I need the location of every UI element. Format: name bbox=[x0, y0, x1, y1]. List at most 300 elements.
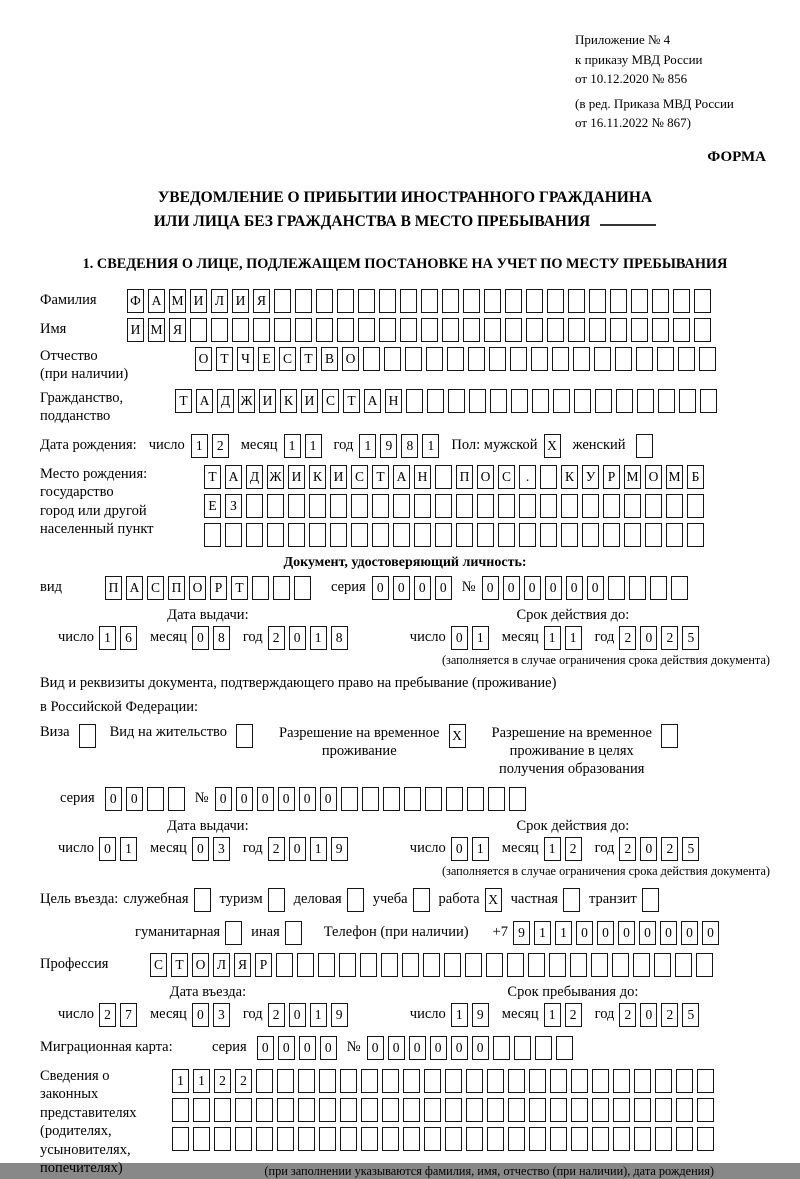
form-cell[interactable]: В bbox=[321, 347, 338, 371]
form-cell[interactable]: 9 bbox=[331, 837, 348, 861]
form-cell[interactable] bbox=[613, 1069, 630, 1093]
form-cell[interactable] bbox=[253, 318, 270, 342]
form-cell[interactable]: А bbox=[148, 289, 165, 313]
form-cell[interactable]: 1 bbox=[305, 434, 322, 458]
form-cell[interactable]: . bbox=[519, 465, 536, 489]
form-cell[interactable]: 0 bbox=[126, 787, 143, 811]
form-cell[interactable]: С bbox=[351, 465, 368, 489]
form-cell[interactable]: 6 bbox=[120, 626, 137, 650]
form-cell[interactable] bbox=[661, 724, 678, 748]
form-cell[interactable] bbox=[519, 494, 536, 518]
form-cell[interactable] bbox=[469, 389, 486, 413]
form-cell[interactable] bbox=[666, 494, 683, 518]
form-cell[interactable]: 0 bbox=[681, 921, 698, 945]
form-cell[interactable] bbox=[414, 523, 431, 547]
form-cell[interactable]: 2 bbox=[212, 434, 229, 458]
form-cell[interactable]: Т bbox=[343, 389, 360, 413]
form-cell[interactable]: К bbox=[309, 465, 326, 489]
form-cell[interactable]: 0 bbox=[640, 1003, 657, 1027]
form-cell[interactable] bbox=[347, 888, 364, 912]
form-cell[interactable] bbox=[616, 389, 633, 413]
form-cell[interactable]: 0 bbox=[430, 1036, 447, 1060]
form-cell[interactable] bbox=[540, 523, 557, 547]
form-cell[interactable]: 0 bbox=[215, 787, 232, 811]
form-cell[interactable] bbox=[361, 1069, 378, 1093]
form-cell[interactable] bbox=[624, 523, 641, 547]
form-cell[interactable] bbox=[633, 953, 650, 977]
form-cell[interactable]: 1 bbox=[565, 626, 582, 650]
form-cell[interactable]: И bbox=[259, 389, 276, 413]
form-cell[interactable] bbox=[676, 1127, 693, 1151]
form-cell[interactable] bbox=[498, 523, 515, 547]
form-cell[interactable]: 0 bbox=[236, 787, 253, 811]
form-cell[interactable]: Т bbox=[300, 347, 317, 371]
form-cell[interactable]: 0 bbox=[99, 837, 116, 861]
form-cell[interactable]: X bbox=[544, 434, 561, 458]
form-cell[interactable] bbox=[426, 347, 443, 371]
form-cell[interactable]: Р bbox=[603, 465, 620, 489]
form-cell[interactable]: 1 bbox=[451, 1003, 468, 1027]
form-cell[interactable] bbox=[612, 953, 629, 977]
form-cell[interactable]: 3 bbox=[213, 1003, 230, 1027]
form-cell[interactable] bbox=[214, 1098, 231, 1122]
form-cell[interactable]: 0 bbox=[414, 576, 431, 600]
form-cell[interactable]: 0 bbox=[451, 626, 468, 650]
form-cell[interactable]: 0 bbox=[472, 1036, 489, 1060]
form-cell[interactable]: 2 bbox=[268, 626, 285, 650]
form-cell[interactable]: И bbox=[301, 389, 318, 413]
form-cell[interactable]: Т bbox=[216, 347, 233, 371]
form-cell[interactable]: Ж bbox=[238, 389, 255, 413]
form-cell[interactable] bbox=[316, 289, 333, 313]
form-cell[interactable] bbox=[696, 953, 713, 977]
form-cell[interactable] bbox=[277, 1069, 294, 1093]
form-cell[interactable] bbox=[456, 523, 473, 547]
form-cell[interactable]: 0 bbox=[372, 576, 389, 600]
form-cell[interactable] bbox=[406, 389, 423, 413]
form-cell[interactable] bbox=[505, 318, 522, 342]
form-cell[interactable]: 1 bbox=[193, 1069, 210, 1093]
form-cell[interactable] bbox=[634, 1127, 651, 1151]
form-cell[interactable]: 2 bbox=[565, 837, 582, 861]
form-cell[interactable] bbox=[509, 787, 526, 811]
form-cell[interactable] bbox=[568, 289, 585, 313]
form-cell[interactable]: А bbox=[126, 576, 143, 600]
form-cell[interactable] bbox=[288, 523, 305, 547]
form-cell[interactable]: 2 bbox=[661, 1003, 678, 1027]
form-cell[interactable]: Н bbox=[385, 389, 402, 413]
form-cell[interactable] bbox=[319, 1098, 336, 1122]
form-cell[interactable] bbox=[413, 888, 430, 912]
form-cell[interactable] bbox=[403, 1127, 420, 1151]
form-cell[interactable]: 0 bbox=[299, 787, 316, 811]
form-cell[interactable]: С bbox=[150, 953, 167, 977]
form-cell[interactable] bbox=[675, 953, 692, 977]
form-cell[interactable] bbox=[468, 347, 485, 371]
form-cell[interactable] bbox=[526, 318, 543, 342]
form-cell[interactable]: С bbox=[322, 389, 339, 413]
form-cell[interactable]: П bbox=[456, 465, 473, 489]
form-cell[interactable] bbox=[700, 389, 717, 413]
form-cell[interactable] bbox=[294, 576, 311, 600]
form-cell[interactable]: 0 bbox=[192, 837, 209, 861]
form-cell[interactable]: 0 bbox=[639, 921, 656, 945]
form-cell[interactable] bbox=[514, 1036, 531, 1060]
form-cell[interactable] bbox=[531, 347, 548, 371]
form-cell[interactable]: Ч bbox=[237, 347, 254, 371]
form-cell[interactable] bbox=[595, 389, 612, 413]
form-cell[interactable] bbox=[486, 953, 503, 977]
form-cell[interactable]: С bbox=[279, 347, 296, 371]
form-cell[interactable] bbox=[424, 1098, 441, 1122]
form-cell[interactable]: М bbox=[666, 465, 683, 489]
form-cell[interactable]: 9 bbox=[472, 1003, 489, 1027]
form-cell[interactable]: 8 bbox=[331, 626, 348, 650]
form-cell[interactable]: И bbox=[127, 318, 144, 342]
form-cell[interactable] bbox=[477, 494, 494, 518]
form-cell[interactable] bbox=[358, 318, 375, 342]
form-cell[interactable] bbox=[340, 1069, 357, 1093]
form-cell[interactable] bbox=[235, 1127, 252, 1151]
form-cell[interactable] bbox=[687, 494, 704, 518]
form-cell[interactable] bbox=[697, 1069, 714, 1093]
form-cell[interactable] bbox=[658, 389, 675, 413]
form-cell[interactable]: 0 bbox=[257, 1036, 274, 1060]
form-cell[interactable]: 1 bbox=[472, 626, 489, 650]
form-cell[interactable] bbox=[535, 1036, 552, 1060]
form-cell[interactable]: Т bbox=[171, 953, 188, 977]
form-cell[interactable] bbox=[603, 523, 620, 547]
form-cell[interactable]: 0 bbox=[702, 921, 719, 945]
form-cell[interactable] bbox=[699, 347, 716, 371]
form-cell[interactable] bbox=[400, 289, 417, 313]
form-cell[interactable] bbox=[379, 289, 396, 313]
form-cell[interactable] bbox=[582, 494, 599, 518]
form-cell[interactable] bbox=[636, 347, 653, 371]
form-cell[interactable] bbox=[447, 347, 464, 371]
form-cell[interactable] bbox=[256, 1069, 273, 1093]
form-cell[interactable] bbox=[645, 523, 662, 547]
form-cell[interactable] bbox=[193, 1127, 210, 1151]
form-cell[interactable] bbox=[444, 953, 461, 977]
form-cell[interactable] bbox=[445, 1127, 462, 1151]
form-cell[interactable] bbox=[235, 1098, 252, 1122]
form-cell[interactable] bbox=[405, 347, 422, 371]
form-cell[interactable] bbox=[571, 1069, 588, 1093]
form-cell[interactable] bbox=[465, 953, 482, 977]
form-cell[interactable] bbox=[561, 523, 578, 547]
form-cell[interactable]: И bbox=[232, 289, 249, 313]
form-cell[interactable] bbox=[466, 1127, 483, 1151]
form-cell[interactable]: 1 bbox=[310, 837, 327, 861]
form-cell[interactable] bbox=[466, 1098, 483, 1122]
form-cell[interactable] bbox=[363, 347, 380, 371]
form-cell[interactable]: 5 bbox=[682, 1003, 699, 1027]
form-cell[interactable]: Я bbox=[253, 289, 270, 313]
form-cell[interactable]: А bbox=[225, 465, 242, 489]
form-cell[interactable] bbox=[337, 318, 354, 342]
form-cell[interactable]: 2 bbox=[661, 837, 678, 861]
form-cell[interactable]: Е bbox=[258, 347, 275, 371]
form-cell[interactable]: 0 bbox=[192, 1003, 209, 1027]
form-cell[interactable]: 1 bbox=[555, 921, 572, 945]
form-cell[interactable]: 1 bbox=[544, 1003, 561, 1027]
form-cell[interactable] bbox=[463, 289, 480, 313]
form-cell[interactable]: 1 bbox=[284, 434, 301, 458]
form-cell[interactable]: 0 bbox=[278, 1036, 295, 1060]
form-cell[interactable] bbox=[637, 389, 654, 413]
form-cell[interactable] bbox=[381, 953, 398, 977]
form-cell[interactable] bbox=[246, 523, 263, 547]
form-cell[interactable]: 0 bbox=[576, 921, 593, 945]
form-cell[interactable] bbox=[372, 523, 389, 547]
form-cell[interactable] bbox=[582, 523, 599, 547]
form-cell[interactable] bbox=[448, 389, 465, 413]
form-cell[interactable]: 0 bbox=[435, 576, 452, 600]
form-cell[interactable] bbox=[214, 1127, 231, 1151]
form-cell[interactable] bbox=[168, 787, 185, 811]
form-cell[interactable] bbox=[570, 953, 587, 977]
form-cell[interactable]: Н bbox=[414, 465, 431, 489]
form-cell[interactable] bbox=[466, 1069, 483, 1093]
form-cell[interactable] bbox=[634, 1069, 651, 1093]
form-cell[interactable] bbox=[427, 389, 444, 413]
form-cell[interactable]: П bbox=[168, 576, 185, 600]
form-cell[interactable] bbox=[358, 289, 375, 313]
form-cell[interactable] bbox=[360, 953, 377, 977]
form-cell[interactable] bbox=[498, 494, 515, 518]
form-cell[interactable]: А bbox=[364, 389, 381, 413]
form-cell[interactable]: 1 bbox=[544, 837, 561, 861]
form-cell[interactable]: 3 bbox=[213, 837, 230, 861]
form-cell[interactable] bbox=[591, 953, 608, 977]
form-cell[interactable] bbox=[550, 1098, 567, 1122]
form-cell[interactable] bbox=[267, 523, 284, 547]
form-cell[interactable] bbox=[679, 389, 696, 413]
form-cell[interactable]: Р bbox=[210, 576, 227, 600]
form-cell[interactable]: З bbox=[225, 494, 242, 518]
form-cell[interactable]: 0 bbox=[278, 787, 295, 811]
form-cell[interactable] bbox=[319, 1127, 336, 1151]
form-cell[interactable] bbox=[589, 318, 606, 342]
form-cell[interactable]: 1 bbox=[310, 1003, 327, 1027]
form-cell[interactable]: М bbox=[148, 318, 165, 342]
form-cell[interactable]: 0 bbox=[451, 1036, 468, 1060]
form-cell[interactable] bbox=[147, 787, 164, 811]
form-cell[interactable]: X bbox=[449, 724, 466, 748]
form-cell[interactable] bbox=[456, 494, 473, 518]
form-cell[interactable]: 1 bbox=[422, 434, 439, 458]
form-cell[interactable] bbox=[573, 347, 590, 371]
form-cell[interactable] bbox=[697, 1098, 714, 1122]
form-cell[interactable] bbox=[382, 1098, 399, 1122]
form-cell[interactable] bbox=[507, 953, 524, 977]
form-cell[interactable]: 2 bbox=[99, 1003, 116, 1027]
form-cell[interactable] bbox=[508, 1098, 525, 1122]
form-cell[interactable] bbox=[442, 318, 459, 342]
form-cell[interactable]: 2 bbox=[235, 1069, 252, 1093]
form-cell[interactable]: Я bbox=[234, 953, 251, 977]
form-cell[interactable]: 0 bbox=[393, 576, 410, 600]
form-cell[interactable] bbox=[540, 465, 557, 489]
form-cell[interactable] bbox=[340, 1098, 357, 1122]
form-cell[interactable] bbox=[561, 494, 578, 518]
form-cell[interactable]: Я bbox=[169, 318, 186, 342]
form-cell[interactable] bbox=[351, 523, 368, 547]
form-cell[interactable]: И bbox=[330, 465, 347, 489]
form-cell[interactable] bbox=[361, 1127, 378, 1151]
form-cell[interactable]: 2 bbox=[619, 1003, 636, 1027]
form-cell[interactable]: И bbox=[288, 465, 305, 489]
form-cell[interactable] bbox=[673, 318, 690, 342]
form-cell[interactable]: 1 bbox=[472, 837, 489, 861]
form-cell[interactable]: С bbox=[147, 576, 164, 600]
form-cell[interactable] bbox=[316, 318, 333, 342]
form-cell[interactable] bbox=[379, 318, 396, 342]
form-cell[interactable] bbox=[295, 289, 312, 313]
form-cell[interactable] bbox=[402, 953, 419, 977]
form-cell[interactable] bbox=[330, 523, 347, 547]
form-cell[interactable] bbox=[79, 724, 96, 748]
form-cell[interactable]: 2 bbox=[661, 626, 678, 650]
form-cell[interactable]: Б bbox=[687, 465, 704, 489]
form-cell[interactable] bbox=[613, 1127, 630, 1151]
form-cell[interactable]: 2 bbox=[214, 1069, 231, 1093]
form-cell[interactable] bbox=[204, 523, 221, 547]
form-cell[interactable] bbox=[424, 1069, 441, 1093]
form-cell[interactable] bbox=[463, 318, 480, 342]
form-cell[interactable]: 7 bbox=[120, 1003, 137, 1027]
form-cell[interactable] bbox=[445, 1098, 462, 1122]
form-cell[interactable] bbox=[657, 347, 674, 371]
form-cell[interactable] bbox=[256, 1098, 273, 1122]
form-cell[interactable]: А bbox=[196, 389, 213, 413]
form-cell[interactable]: М bbox=[169, 289, 186, 313]
form-cell[interactable] bbox=[642, 888, 659, 912]
form-cell[interactable]: 8 bbox=[213, 626, 230, 650]
form-cell[interactable] bbox=[319, 1069, 336, 1093]
form-cell[interactable]: О bbox=[189, 576, 206, 600]
form-cell[interactable] bbox=[268, 888, 285, 912]
form-cell[interactable]: 9 bbox=[331, 1003, 348, 1027]
form-cell[interactable] bbox=[393, 523, 410, 547]
form-cell[interactable]: 5 bbox=[682, 626, 699, 650]
form-cell[interactable]: Л bbox=[211, 289, 228, 313]
form-cell[interactable] bbox=[362, 787, 379, 811]
form-cell[interactable]: Т bbox=[204, 465, 221, 489]
form-cell[interactable] bbox=[351, 494, 368, 518]
form-cell[interactable] bbox=[589, 289, 606, 313]
form-cell[interactable] bbox=[424, 1127, 441, 1151]
form-cell[interactable] bbox=[563, 888, 580, 912]
form-cell[interactable] bbox=[487, 1098, 504, 1122]
form-cell[interactable] bbox=[489, 347, 506, 371]
form-cell[interactable] bbox=[529, 1069, 546, 1093]
form-cell[interactable] bbox=[487, 1069, 504, 1093]
form-cell[interactable]: О bbox=[192, 953, 209, 977]
form-cell[interactable] bbox=[298, 1098, 315, 1122]
form-cell[interactable] bbox=[552, 347, 569, 371]
form-cell[interactable] bbox=[236, 724, 253, 748]
form-cell[interactable] bbox=[629, 576, 646, 600]
form-cell[interactable]: 1 bbox=[172, 1069, 189, 1093]
form-cell[interactable] bbox=[382, 1127, 399, 1151]
form-cell[interactable] bbox=[225, 921, 242, 945]
form-cell[interactable] bbox=[652, 318, 669, 342]
form-cell[interactable] bbox=[650, 576, 667, 600]
form-cell[interactable] bbox=[568, 318, 585, 342]
form-cell[interactable] bbox=[477, 523, 494, 547]
form-cell[interactable] bbox=[694, 318, 711, 342]
form-cell[interactable]: 0 bbox=[289, 1003, 306, 1027]
form-cell[interactable] bbox=[488, 787, 505, 811]
form-cell[interactable]: Д bbox=[217, 389, 234, 413]
form-cell[interactable]: 0 bbox=[597, 921, 614, 945]
form-cell[interactable]: Л bbox=[213, 953, 230, 977]
form-cell[interactable] bbox=[267, 494, 284, 518]
form-cell[interactable]: 0 bbox=[320, 1036, 337, 1060]
form-cell[interactable]: 0 bbox=[299, 1036, 316, 1060]
form-cell[interactable] bbox=[529, 1127, 546, 1151]
form-cell[interactable]: 1 bbox=[120, 837, 137, 861]
form-cell[interactable] bbox=[615, 347, 632, 371]
form-cell[interactable] bbox=[553, 389, 570, 413]
form-cell[interactable] bbox=[252, 576, 269, 600]
form-cell[interactable] bbox=[194, 888, 211, 912]
form-cell[interactable]: М bbox=[624, 465, 641, 489]
form-cell[interactable]: 1 bbox=[310, 626, 327, 650]
form-cell[interactable] bbox=[655, 1127, 672, 1151]
form-cell[interactable]: X bbox=[485, 888, 502, 912]
form-cell[interactable] bbox=[666, 523, 683, 547]
form-cell[interactable]: 0 bbox=[105, 787, 122, 811]
form-cell[interactable]: 0 bbox=[524, 576, 541, 600]
form-cell[interactable] bbox=[511, 389, 528, 413]
form-cell[interactable] bbox=[421, 289, 438, 313]
form-cell[interactable] bbox=[445, 1069, 462, 1093]
form-cell[interactable]: О bbox=[645, 465, 662, 489]
form-cell[interactable]: К bbox=[280, 389, 297, 413]
form-cell[interactable]: У bbox=[582, 465, 599, 489]
form-cell[interactable]: К bbox=[561, 465, 578, 489]
form-cell[interactable] bbox=[592, 1127, 609, 1151]
form-cell[interactable] bbox=[655, 1098, 672, 1122]
form-cell[interactable] bbox=[556, 1036, 573, 1060]
form-cell[interactable] bbox=[645, 494, 662, 518]
form-cell[interactable] bbox=[232, 318, 249, 342]
form-cell[interactable] bbox=[610, 289, 627, 313]
form-cell[interactable] bbox=[550, 1127, 567, 1151]
form-cell[interactable]: 0 bbox=[289, 626, 306, 650]
form-cell[interactable] bbox=[624, 494, 641, 518]
form-cell[interactable]: 2 bbox=[268, 1003, 285, 1027]
form-cell[interactable] bbox=[493, 1036, 510, 1060]
form-cell[interactable] bbox=[484, 318, 501, 342]
form-cell[interactable]: И bbox=[190, 289, 207, 313]
form-cell[interactable] bbox=[372, 494, 389, 518]
form-cell[interactable] bbox=[508, 1127, 525, 1151]
form-cell[interactable] bbox=[190, 318, 207, 342]
form-cell[interactable] bbox=[687, 523, 704, 547]
form-cell[interactable] bbox=[256, 1127, 273, 1151]
form-cell[interactable]: 2 bbox=[268, 837, 285, 861]
form-cell[interactable]: О bbox=[195, 347, 212, 371]
form-cell[interactable]: 0 bbox=[503, 576, 520, 600]
form-cell[interactable]: Ф bbox=[127, 289, 144, 313]
form-cell[interactable] bbox=[532, 389, 549, 413]
form-cell[interactable] bbox=[608, 576, 625, 600]
form-cell[interactable] bbox=[529, 1098, 546, 1122]
